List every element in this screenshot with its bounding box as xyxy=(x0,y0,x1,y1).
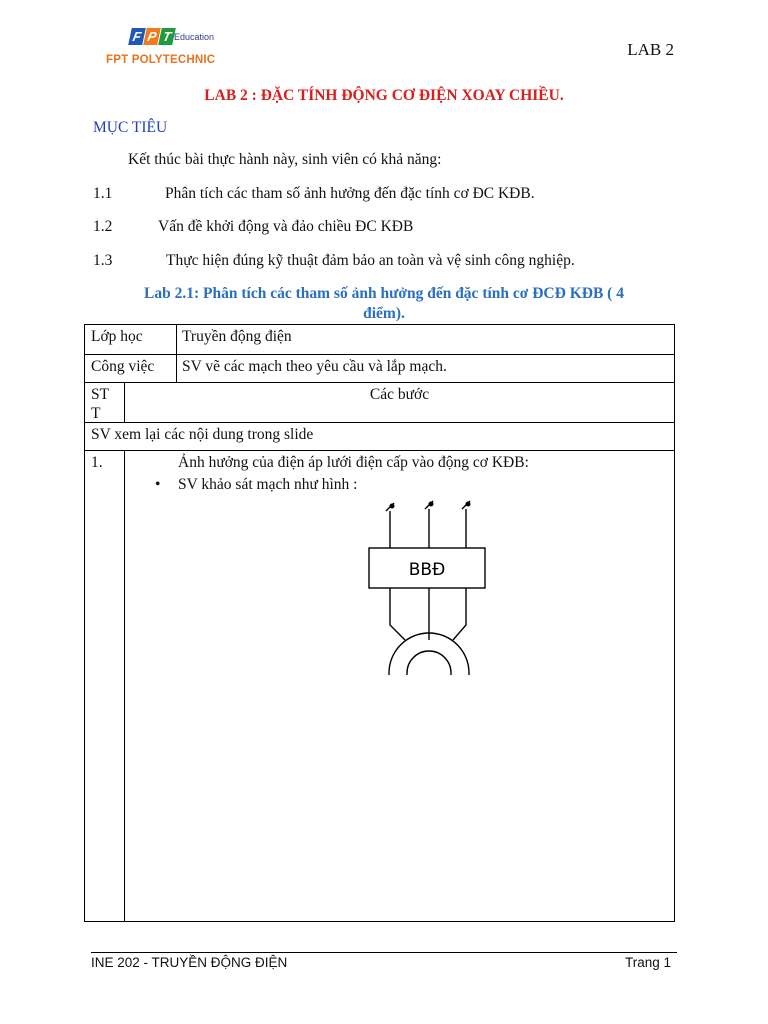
class-value: Truyền động điện xyxy=(182,328,292,345)
logo-letter-t: T xyxy=(158,28,176,45)
footer-course: INE 202 - TRUYỀN ĐỘNG ĐIỆN xyxy=(91,955,288,970)
objective-text: Thực hiện đúng kỹ thuật đảm bảo an toàn và vệ sinh công nghiệp. xyxy=(166,252,575,269)
objective-number: 1.3 xyxy=(93,252,113,269)
section-title xyxy=(104,284,664,324)
header-lab-label: LAB 2 xyxy=(627,40,674,59)
table-row-divider xyxy=(85,422,674,423)
bbd-box-label: BBĐ xyxy=(408,560,446,580)
table-col-divider xyxy=(176,325,177,382)
lab-table xyxy=(84,324,675,922)
fpt-logo-letters xyxy=(130,28,175,48)
logo-letter-f: F xyxy=(128,28,146,45)
footer-divider xyxy=(91,952,677,953)
objective-number: 1.1 xyxy=(93,185,113,202)
document-title: LAB 2 : ĐẶC TÍNH ĐỘNG CƠ ĐIỆN XOAY CHIỀU. xyxy=(204,87,564,104)
intro-text: Kết thúc bài thực hành này, sinh viên có khả năng: xyxy=(128,151,442,168)
step-number: 1. xyxy=(91,454,103,471)
table-row-divider xyxy=(85,382,674,383)
fpt-polytechnic-logo xyxy=(104,26,244,72)
objective-text: Phân tích các tham số ảnh hưởng đến đặc tính cơ ĐC KĐB. xyxy=(165,185,535,202)
objective-heading: MỤC TIÊU xyxy=(93,119,168,136)
stt-header xyxy=(91,385,109,423)
objective-text: Vấn đề khởi động và đảo chiều ĐC KĐB xyxy=(158,218,414,235)
stt-header-line-1: ST xyxy=(91,386,110,403)
review-row-text: SV xem lại các nội dung trong slide xyxy=(91,426,314,443)
motor-circuit-diagram xyxy=(361,495,501,675)
table-col-divider xyxy=(124,450,125,921)
class-label: Lớp học xyxy=(91,328,143,345)
terminal-dot-3 xyxy=(466,502,470,506)
section-title-line-2: điểm). xyxy=(363,305,405,322)
footer-page-number: Trang 1 xyxy=(624,955,671,970)
step-bullet-text: SV khảo sát mạch như hình : xyxy=(178,476,358,493)
work-label: Công việc xyxy=(91,358,155,375)
terminal-dot-2 xyxy=(429,502,433,506)
section-title-line-1: Lab 2.1: Phân tích các tham số ảnh hưởng đến đặc tính cơ ĐCĐ KĐB ( 4 xyxy=(144,285,624,302)
step-title: Ảnh hưởng của điện áp lưới điện cấp vào động cơ KĐB: xyxy=(178,454,529,471)
work-value: SV vẽ các mạch theo yêu cầu và lắp mạch. xyxy=(182,358,447,375)
steps-header: Các bước xyxy=(369,386,430,403)
terminal-dot-1 xyxy=(390,504,394,508)
logo-letter-p: P xyxy=(143,28,161,45)
stt-header-line-2: T xyxy=(91,405,101,422)
logo-education-text: Education xyxy=(174,32,215,42)
motor-lead-3 xyxy=(453,588,466,640)
objective-number: 1.2 xyxy=(93,218,113,235)
logo-polytechnic-text: FPT POLYTECHNIC xyxy=(106,54,216,66)
motor-rotor-circle xyxy=(407,651,451,675)
motor-lead-1 xyxy=(390,588,405,640)
table-row-divider xyxy=(85,450,674,451)
table-row-divider xyxy=(85,354,674,355)
bullet-point: • xyxy=(155,476,161,493)
